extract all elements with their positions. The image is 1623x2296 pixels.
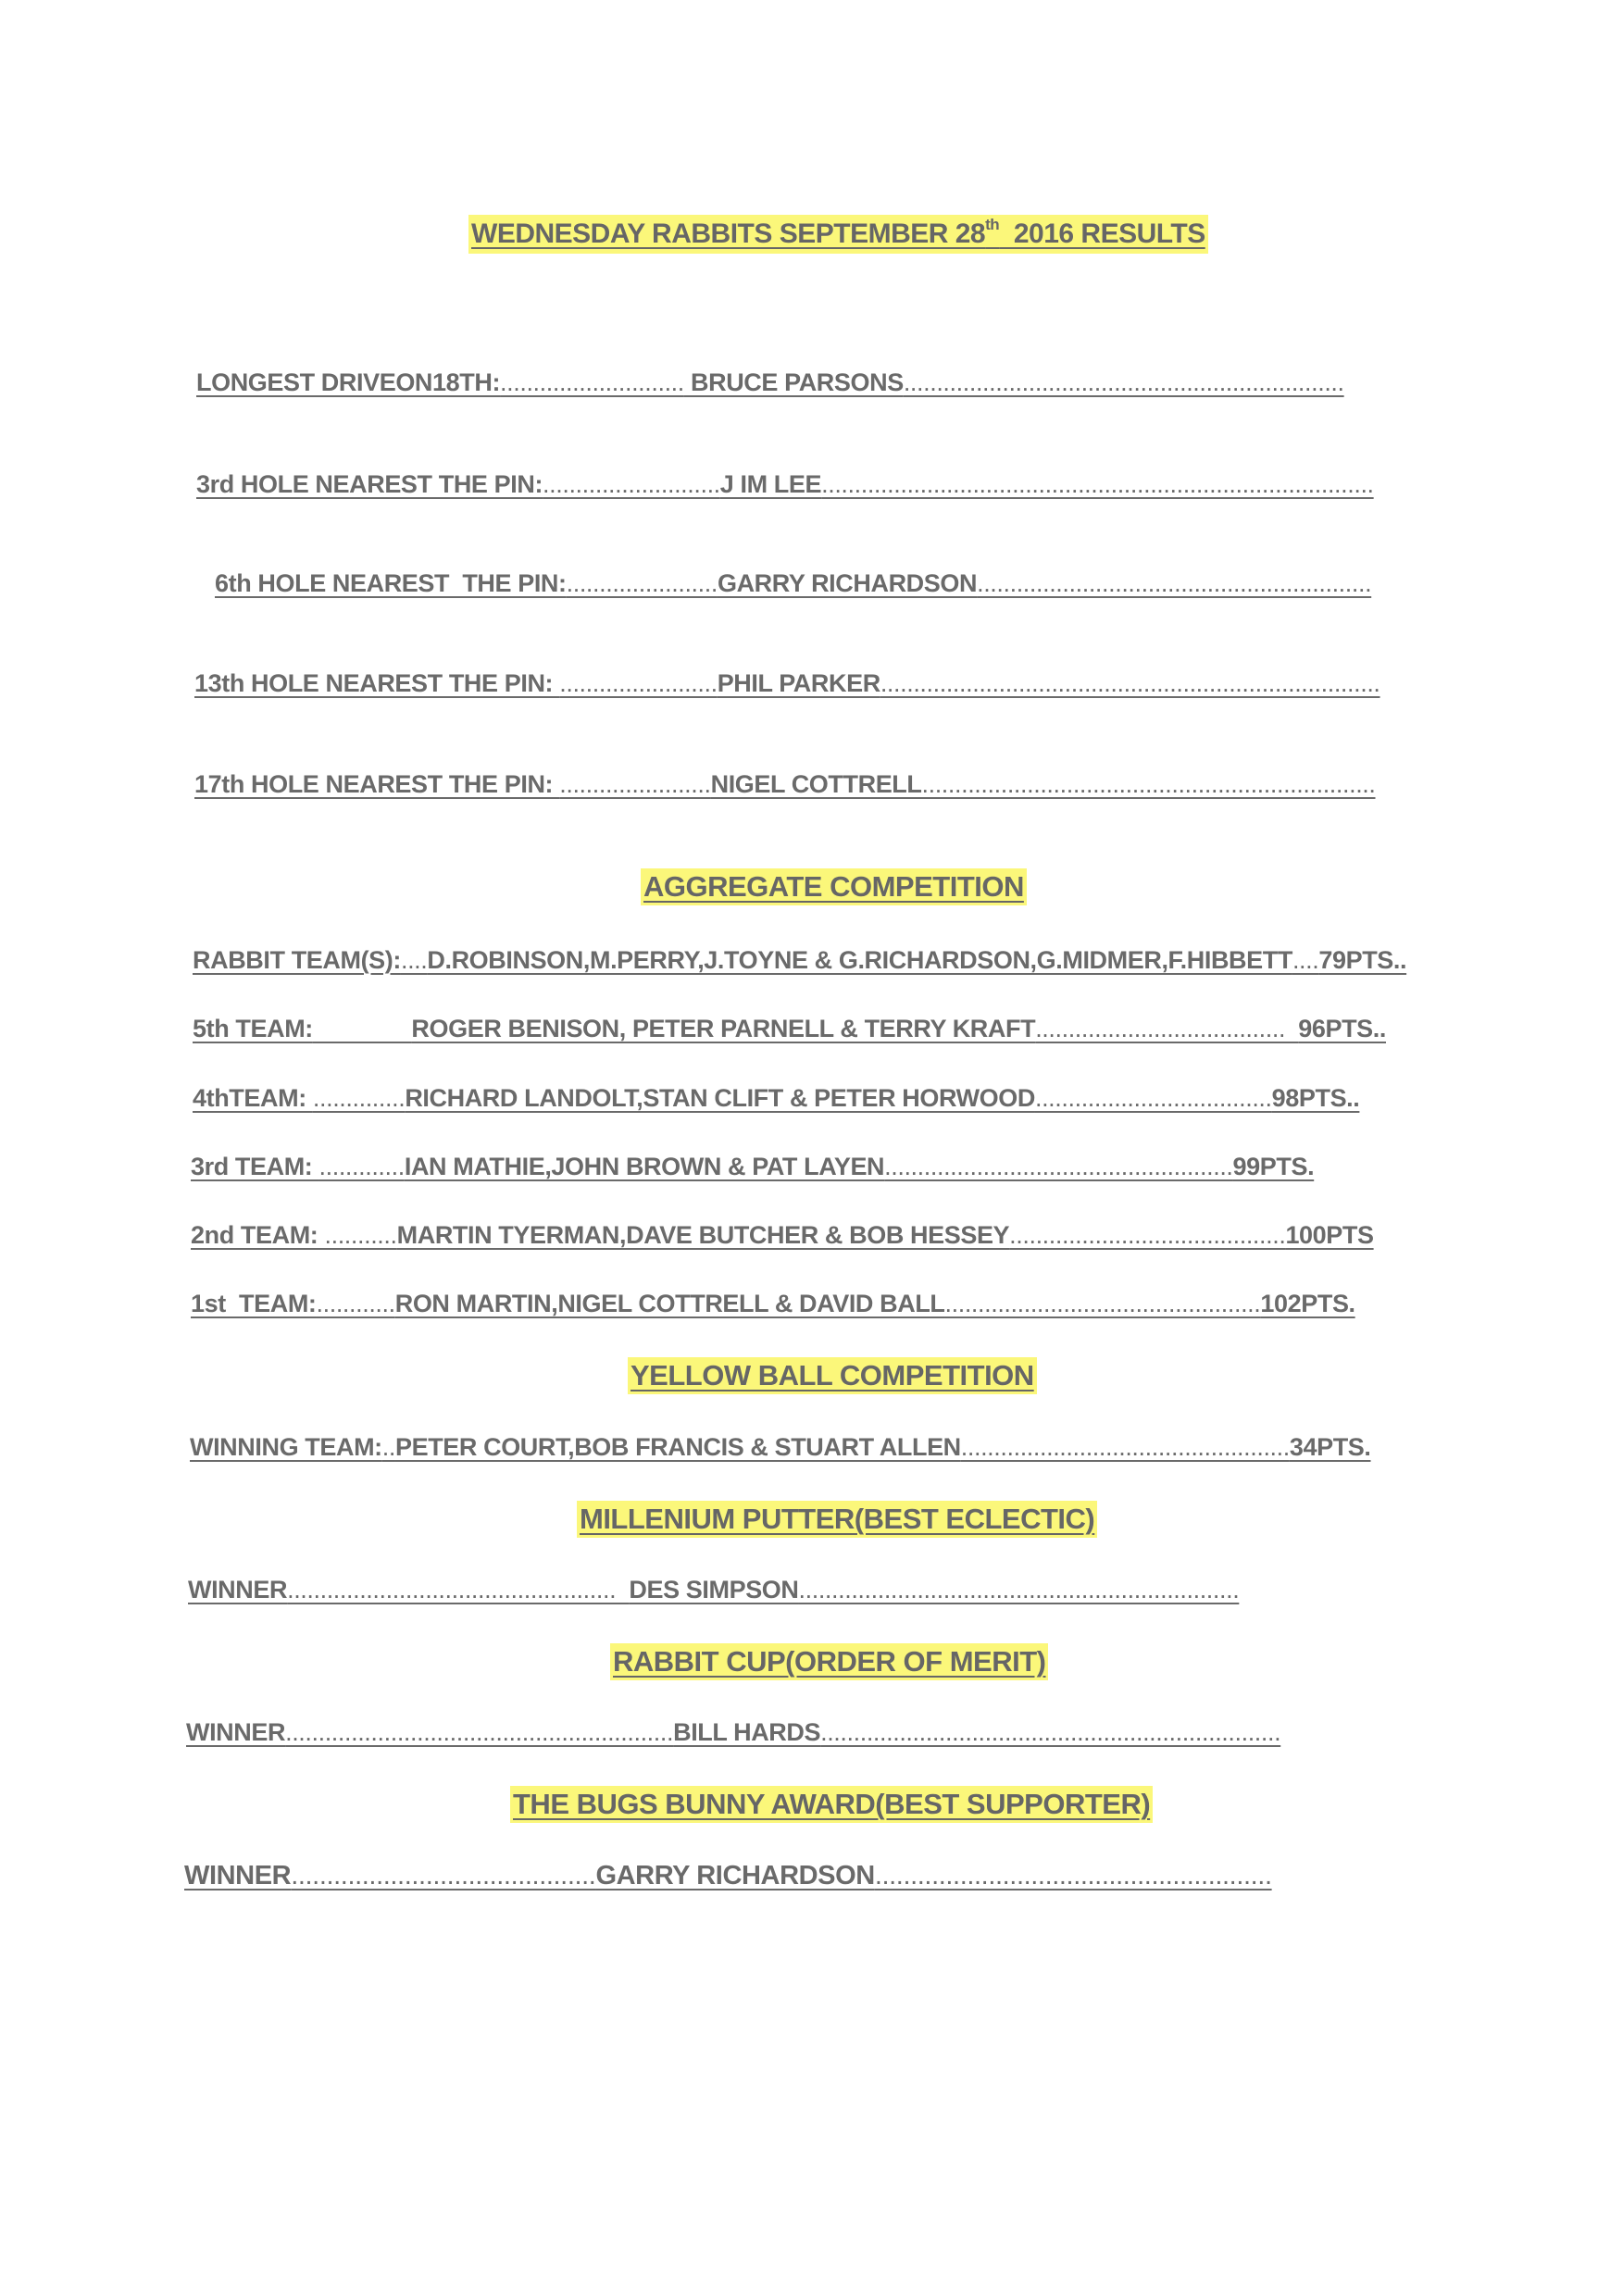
aggregate-row-rabbit-teams [193,946,1406,975]
prize-3rd-hole [196,470,1374,499]
prize-leader-dots: ....................... [559,770,711,798]
team-trailing-dots: ................................................ [944,1290,1261,1317]
team-names: IAN MATHIE,JOHN BROWN & PAT LAYEN [404,1153,885,1180]
prize-longest-drive [196,368,1344,397]
team-label: RABBIT TEAM(S): [193,946,401,974]
bugs-bunny-heading: THE BUGS BUNNY AWARD(BEST SUPPORTER) [510,1786,1153,1823]
team-leader-dots: ............. [318,1153,405,1180]
winner-label: WINNER [188,1576,288,1603]
prize-6th-hole [215,569,1371,598]
prize-17th-hole [194,770,1376,799]
team-trailing-dots: .................................... [1034,1084,1272,1112]
title-main: WEDNESDAY RABBITS SEPTEMBER 28 [471,218,986,249]
team-trailing-dots: .... [1292,946,1319,974]
aggregate-row-5th-team [193,1015,1386,1043]
yellow-ball-heading: YELLOW BALL COMPETITION [628,1357,1037,1394]
aggregate-row-2nd-team [191,1221,1374,1250]
team-trailing-dots: .......................................... [1009,1221,1286,1249]
aggregate-heading: AGGREGATE COMPETITION [641,868,1027,905]
prize-label: LONGEST DRIVEON18TH: [196,368,501,396]
prize-leader-dots: ....................... [566,569,718,597]
rabbit-cup-heading: RABBIT CUP(ORDER OF MERIT) [610,1643,1048,1680]
team-names: RICHARD LANDOLT,STAN CLIFT & PETER HORWOOD [405,1084,1035,1112]
prize-label: 17th HOLE NEAREST THE PIN: [194,770,560,798]
prize-winner: PHIL PARKER [717,669,880,697]
prize-leader-dots: ............................ [500,368,684,396]
prize-13th-hole [194,669,1380,698]
millenium-putter-winner [188,1576,1239,1604]
team-names: RON MARTIN,NIGEL COTTRELL & DAVID BALL [394,1290,945,1317]
aggregate-row-3rd-team [191,1153,1314,1181]
winner-trailing-dots: ................................................................... [798,1576,1240,1603]
team-points: 100PTS [1285,1221,1374,1249]
winner-leader-dots: ........................................................... [285,1718,674,1746]
prize-winner: J IM LEE [719,470,822,498]
prize-winner: NIGEL COTTRELL [710,770,922,798]
team-label: 5th TEAM: [193,1015,313,1042]
team-leader-dots: ........... [324,1221,397,1249]
winner-label: WINNER [186,1718,286,1746]
winner-trailing-dots: ........................................................ [874,1861,1272,1890]
team-leader-dots: .... [400,946,428,974]
bugs-bunny-winner [184,1861,1272,1891]
team-points: 96PTS.. [1298,1015,1386,1042]
team-points: 99PTS. [1232,1153,1315,1180]
prize-leader-dots: ........................... [543,470,720,498]
team-names: MARTIN TYERMAN,DAVE BUTCHER & BOB HESSEY [396,1221,1010,1249]
team-leader-dots [313,1015,412,1042]
winner-trailing-dots: ...................................................................... [820,1718,1281,1746]
team-trailing-dots: ...................................... [1035,1015,1299,1042]
winner-label: WINNER [184,1861,292,1890]
prize-winner: GARRY RICHARDSON [717,569,978,597]
winner-leader-dots: .................................................. [287,1576,630,1603]
team-names: PETER COURT,BOB FRANCIS & STUART ALLEN [394,1433,961,1461]
winner-name: GARRY RICHARDSON [595,1861,875,1890]
team-names: ROGER BENISON, PETER PARNELL & TERRY KRAFT [411,1015,1036,1042]
team-label: 1st TEAM: [191,1290,317,1317]
prize-trailing-dots: ................................................................... [903,368,1344,396]
team-label: 4thTEAM: [193,1084,313,1112]
team-points: 34PTS. [1289,1433,1371,1461]
prize-label: 13th HOLE NEAREST THE PIN: [194,669,560,697]
winner-leader-dots: ........................................... [291,1861,596,1890]
rabbit-cup-winner [186,1718,1280,1747]
prize-trailing-dots: .................................................................................... [821,470,1374,498]
winner-name: BILL HARDS [673,1718,821,1746]
team-label: 3rd TEAM: [191,1153,319,1180]
prize-label: 6th HOLE NEAREST THE PIN: [215,569,567,597]
aggregate-row-4th-team [193,1084,1359,1113]
title-rest: 2016 RESULTS [999,218,1205,249]
prize-trailing-dots: ............................................................ [977,569,1372,597]
prize-winner: BRUCE PARSONS [683,368,904,396]
team-points: 98PTS.. [1271,1084,1360,1112]
winner-name: DES SIMPSON [629,1576,799,1603]
aggregate-row-1st-team [191,1290,1355,1318]
team-points: 102PTS. [1260,1290,1355,1317]
yellow-ball-winning-team [190,1433,1371,1462]
prize-trailing-dots: ..................................................................... [921,770,1376,798]
millenium-putter-heading: MILLENIUM PUTTER(BEST ECLECTIC) [577,1501,1097,1538]
prize-leader-dots: ........................ [559,669,718,697]
page-title [468,215,1208,254]
team-label: 2nd TEAM: [191,1221,325,1249]
team-leader-dots: .. [381,1433,395,1461]
team-leader-dots: ............ [316,1290,395,1317]
team-points: 79PTS.. [1318,946,1407,974]
title-superscript: th [985,216,1000,233]
prize-trailing-dots: ............................................................................ [880,669,1380,697]
team-trailing-dots: .................................................. [960,1433,1290,1461]
prize-label: 3rd HOLE NEAREST THE PIN: [196,470,543,498]
team-leader-dots: .............. [312,1084,406,1112]
team-trailing-dots: ..................................................... [884,1153,1233,1180]
team-names: D.ROBINSON,M.PERRY,J.TOYNE & G.RICHARDSON,G.MIDMER,F.HIBBETT [427,946,1292,974]
team-label: WINNING TEAM: [190,1433,382,1461]
